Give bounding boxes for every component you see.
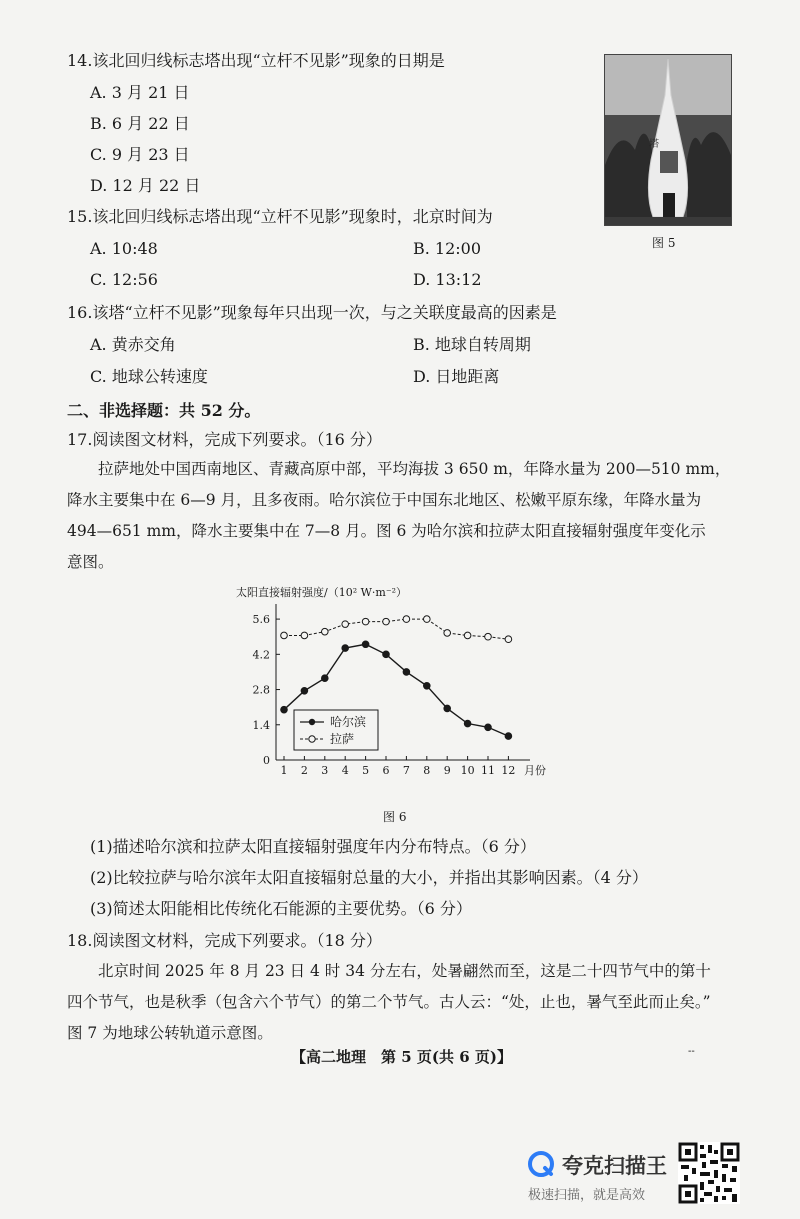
scanner-logo-icon (528, 1151, 554, 1177)
q17-stem: 17.阅读图文材料，完成下列要求。（16 分） (67, 430, 382, 449)
tower-photo (604, 54, 732, 226)
data-point-lhasa (505, 636, 512, 643)
x-tick-label: 2 (300, 764, 308, 777)
data-point-harbin (383, 651, 390, 658)
q15-option-c: C. 12:56 (90, 270, 158, 289)
data-point-harbin (281, 706, 288, 713)
legend-lhasa-marker (309, 736, 315, 742)
data-point-harbin (322, 675, 329, 682)
x-tick-label: 12 (501, 764, 516, 777)
q16-option-c: C. 地球公转速度 (90, 367, 208, 386)
data-point-lhasa (403, 616, 410, 623)
q18-stem: 18.阅读图文材料，完成下列要求。（18 分） (67, 931, 382, 950)
q18-paragraph (67, 956, 767, 1049)
q17-line-4: 意图。 (67, 553, 114, 571)
radiation-chart (230, 582, 560, 804)
q17-line-1: 拉萨地处中国西南地区、青藏高原中部，平均海拔 3 650 m，年降水量为 200—510 mm， (98, 460, 731, 478)
q14-stem: 14.该北回归线标志塔出现“立杆不见影”现象的日期是 (67, 51, 445, 70)
data-point-lhasa (362, 618, 369, 625)
q18-line-2: 四个节气，也是秋季（包含六个节气）的第二个节气。古人云：“处，止也，暑气至此而止矣。” (67, 993, 711, 1011)
data-point-harbin (444, 705, 451, 712)
q15-option-d: D. 13:12 (413, 270, 482, 289)
q14-option-a: A. 3 月 21 日 (90, 83, 190, 102)
q17-line-2: 降水主要集中在 6—9 月，且多夜雨。哈尔滨位于中国东北地区、松嫩平原东缘，年降水量为 (67, 491, 702, 509)
tower-illustration (605, 55, 731, 225)
y-tick-label: 5.6 (252, 613, 270, 627)
x-tick-label: 8 (423, 764, 431, 777)
data-point-harbin (342, 645, 349, 652)
data-point-harbin (424, 682, 431, 689)
data-point-lhasa (322, 628, 329, 635)
q14-option-d: D. 12 月 22 日 (90, 176, 201, 195)
scanner-name: 夸克扫描王 (562, 1154, 667, 1178)
x-tick-label: 10 (460, 764, 475, 777)
data-point-lhasa (444, 630, 451, 637)
chart-ylabel: 太阳直接辐射强度/（10² W·m⁻²） (236, 586, 408, 599)
q17-paragraph (67, 454, 767, 578)
data-point-lhasa (464, 632, 471, 639)
data-point-lhasa (281, 632, 288, 639)
q15-option-a: A. 10:48 (90, 239, 158, 258)
data-point-lhasa (342, 621, 349, 628)
data-point-lhasa (383, 618, 390, 625)
fig6-caption: 图 6 (383, 810, 407, 824)
x-tick-label: 11 (481, 764, 495, 777)
y-tick-label: 4.2 (252, 648, 270, 662)
data-point-lhasa (424, 616, 431, 623)
q16-option-b: B. 地球自转周期 (413, 335, 531, 354)
legend-harbin: 哈尔滨 (330, 715, 367, 729)
q14-option-c: C. 9 月 23 日 (90, 145, 190, 164)
page-footer: 【高二地理 第 5 页(共 6 页)】 (291, 1048, 512, 1066)
data-point-harbin (301, 688, 308, 695)
q17-sub1: (1)描述哈尔滨和拉萨太阳直接辐射强度年内分布特点。（6 分） (90, 837, 536, 856)
data-point-harbin (403, 669, 410, 676)
q17-line-3: 494—651 mm，降水主要集中在 7—8 月。图 6 为哈尔滨和拉萨太阳直接辐射强度年变化示 (67, 522, 706, 540)
series-line-lhasa (284, 619, 508, 639)
q16-option-a: A. 黄赤交角 (90, 335, 176, 354)
x-tick-label: 5 (362, 764, 370, 777)
chart-xticks (281, 756, 516, 777)
legend-harbin-marker (309, 719, 315, 725)
x-tick-label: 9 (443, 764, 451, 777)
data-point-harbin (362, 641, 369, 648)
chart-legend (294, 710, 378, 750)
data-point-lhasa (485, 633, 492, 640)
q17-sub2: (2)比较拉萨与哈尔滨年太阳直接辐射总量的大小，并指出其影响因素。（4 分） (90, 868, 648, 887)
data-point-harbin (464, 720, 471, 727)
x-tick-label: 7 (402, 764, 410, 777)
y-tick-label: 1.4 (252, 718, 270, 732)
q14-option-b: B. 6 月 22 日 (90, 114, 190, 133)
section-heading: 二、非选择题：共 52 分。 (67, 401, 261, 420)
data-point-harbin (485, 724, 492, 731)
q18-line-1: 北京时间 2025 年 8 月 23 日 4 时 34 分左右，处暑翩然而至，这是二十四节气中的第十 (98, 962, 711, 980)
data-point-lhasa (301, 632, 308, 639)
fig5-caption: 图 5 (652, 236, 676, 250)
y-tick-label: 0 (263, 754, 270, 767)
q16-stem: 16.该塔“立杆不见影”现象每年只出现一次，与之关联度最高的因素是 (67, 303, 557, 322)
legend-lhasa: 拉萨 (330, 732, 355, 746)
q18-line-3: 图 7 为地球公转轨道示意图。 (67, 1024, 273, 1042)
x-tick-label: 4 (341, 764, 349, 777)
q17-sub3: (3)简述太阳能相比传统化石能源的主要优势。（6 分） (90, 899, 472, 918)
qr-code-icon (678, 1142, 740, 1204)
footer-mark: -- (688, 1046, 695, 1057)
y-tick-label: 2.8 (252, 683, 270, 697)
q15-option-b: B. 12:00 (413, 239, 482, 258)
x-tick-label: 3 (321, 764, 329, 777)
x-tick-label: 1 (280, 764, 288, 777)
q16-option-d: D. 日地距离 (413, 367, 500, 386)
scanner-slogan: 极速扫描，就是高效 (528, 1188, 646, 1203)
x-tick-label: 6 (382, 764, 390, 777)
q15-stem: 15.该北回归线标志塔出现“立杆不见影”现象时，北京时间为 (67, 207, 493, 226)
data-point-harbin (505, 733, 512, 740)
tower-sign: 塔 (649, 139, 659, 150)
chart-xlabel: 月份 (524, 764, 546, 777)
